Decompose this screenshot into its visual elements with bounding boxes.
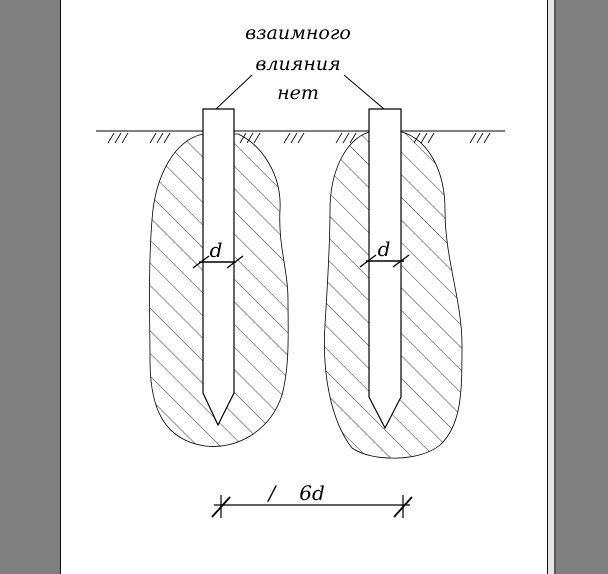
leader-line-left: [216, 75, 252, 109]
spacing-prefix: /: [268, 481, 276, 505]
diameter-label-left: d: [209, 238, 223, 262]
annotation-line-3: нет: [277, 82, 319, 104]
ground-hatch-ticks: [108, 133, 490, 143]
annotation-line-1: взаимного: [245, 22, 351, 44]
annotation-line-2: влияния: [255, 53, 341, 75]
pile-right: [369, 109, 401, 428]
spacing-label: 6d: [299, 481, 325, 505]
diameter-label-right: d: [377, 237, 391, 261]
leader-line-right: [344, 75, 384, 109]
